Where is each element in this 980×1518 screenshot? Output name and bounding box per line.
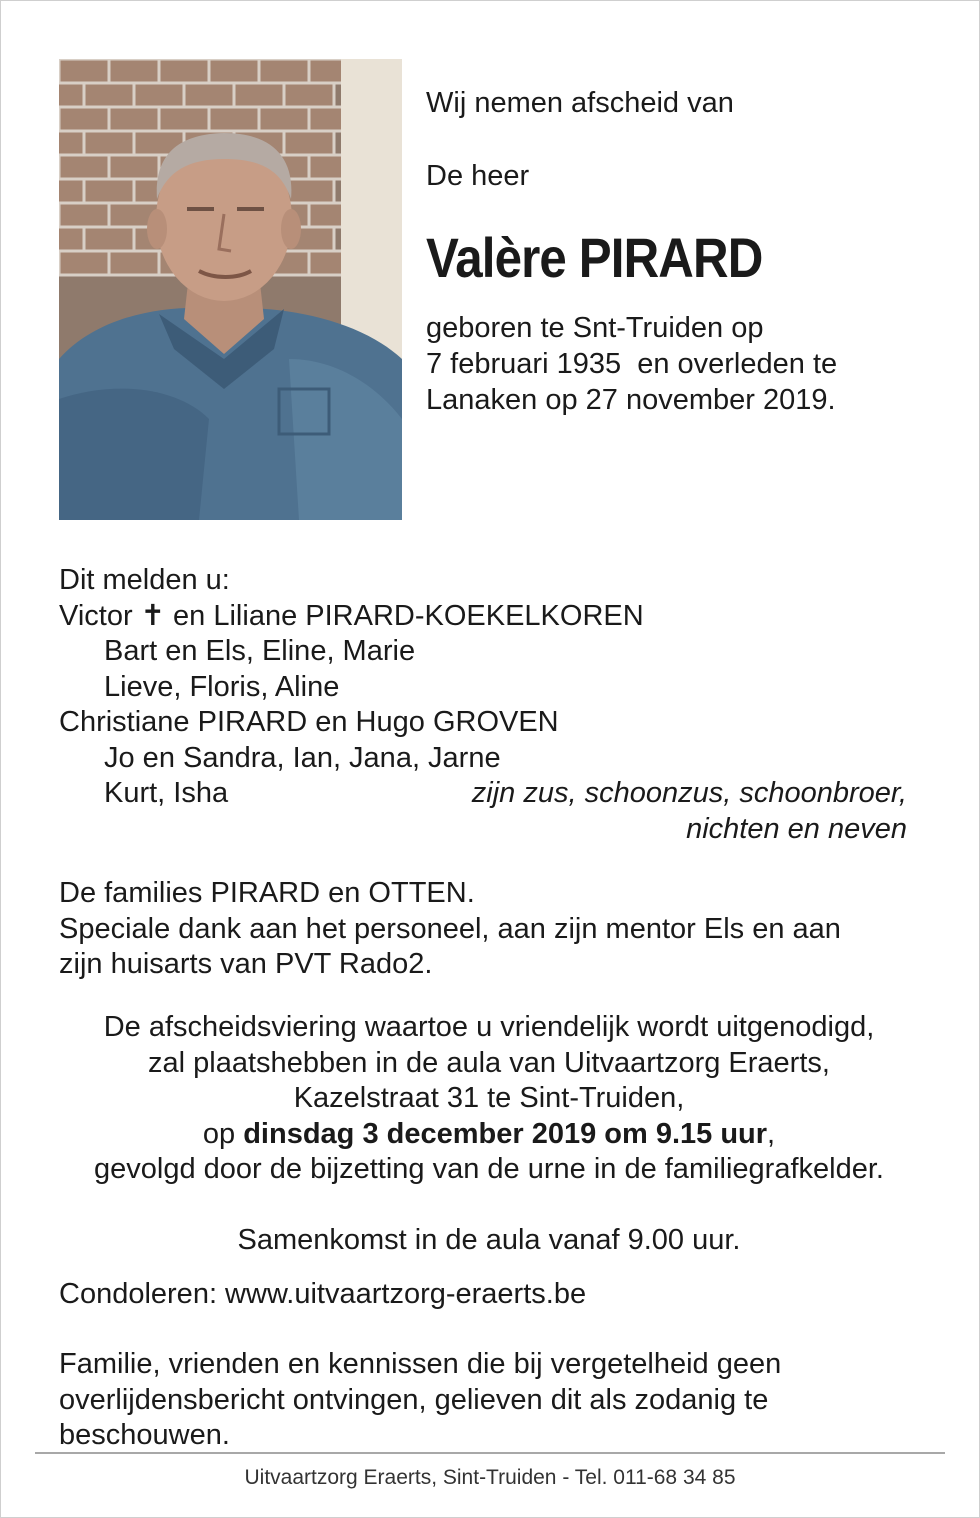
- ceremony-line: Kazelstraat 31 te Sint-Truiden,: [293, 1082, 685, 1114]
- birth-death-info: [426, 310, 946, 418]
- ceremony-date: dinsdag 3 december 2019 om 9.15 uur: [243, 1117, 768, 1150]
- family-line: Lieve, Floris, Aline: [104, 670, 340, 703]
- family-line-victor: [59, 599, 919, 635]
- family-line: [59, 776, 919, 812]
- date-prefix: op: [202, 1117, 244, 1150]
- deceased-name: Valère PIRARD: [426, 226, 763, 289]
- relation-description: zijn zus, schoonzus, schoonbroer,: [471, 777, 907, 809]
- gathering-info: Samenkomst in de aula vanaf 9.00 uur.: [237, 1224, 741, 1256]
- family-line: [59, 812, 919, 848]
- family-name-victor: Victor: [59, 599, 133, 632]
- cross-icon: ✝: [140, 599, 165, 632]
- salutation: De heer: [426, 160, 530, 192]
- thanks-line: De families PIRARD en OTTEN.: [59, 877, 475, 909]
- family-line: Bart en Els, Eline, Marie: [104, 635, 416, 667]
- portrait-photo: [59, 59, 402, 520]
- date-suffix: ,: [767, 1117, 776, 1150]
- ceremony-line: gevolgd door de bijzetting van de urne in de familiegrafkelder.: [94, 1153, 884, 1185]
- announcement-header: [426, 85, 946, 418]
- family-list: [59, 563, 919, 847]
- ceremony-line: De afscheidsviering waartoe u vriendelijk wordt uitgenodigd,: [103, 1011, 875, 1043]
- notice-line: overlijdensbericht ontvingen, gelieven dit als zodanig te: [59, 1383, 769, 1416]
- ceremony-date-line: [59, 1117, 919, 1153]
- notice-line: beschouwen.: [59, 1419, 230, 1451]
- ceremony-line: zal plaatshebben in de aula van Uitvaartzorg Eraerts,: [148, 1046, 830, 1079]
- intro-text: Wij nemen afscheid van: [426, 87, 734, 119]
- thanks-line: Speciale dank aan het personeel, aan zijn mentor Els en aan: [59, 912, 841, 945]
- birth-line: geboren te Snt-Truiden op: [426, 312, 764, 344]
- birth-line: 7 februari 1935 en overleden te: [426, 348, 838, 380]
- family-line-text: Kurt, Isha: [104, 777, 229, 809]
- family-name-liliane: en Liliane PIRARD-KOEKELKOREN: [173, 599, 644, 632]
- condolences-link[interactable]: Condoleren: www.uitvaartzorg-eraerts.be: [59, 1278, 587, 1310]
- thanks-line: zijn huisarts van PVT Rado2.: [59, 948, 433, 980]
- notice-section: [59, 1347, 919, 1454]
- notice-line: Familie, vrienden en kennissen die bij vergetelheid geen: [59, 1348, 782, 1380]
- footer-contact: Uitvaartzorg Eraerts, Sint-Truiden - Tel. 011-68 34 85: [244, 1466, 736, 1489]
- family-heading: Dit melden u:: [59, 564, 230, 596]
- relation-description: nichten en neven: [686, 812, 907, 845]
- birth-line: Lanaken op 27 november 2019.: [426, 384, 836, 416]
- family-line: Christiane PIRARD en Hugo GROVEN: [59, 706, 559, 738]
- ceremony-details: [59, 1010, 919, 1188]
- family-line: Jo en Sandra, Ian, Jana, Jarne: [104, 741, 501, 774]
- thanks-section: [59, 876, 919, 983]
- footer-divider: [35, 1452, 945, 1454]
